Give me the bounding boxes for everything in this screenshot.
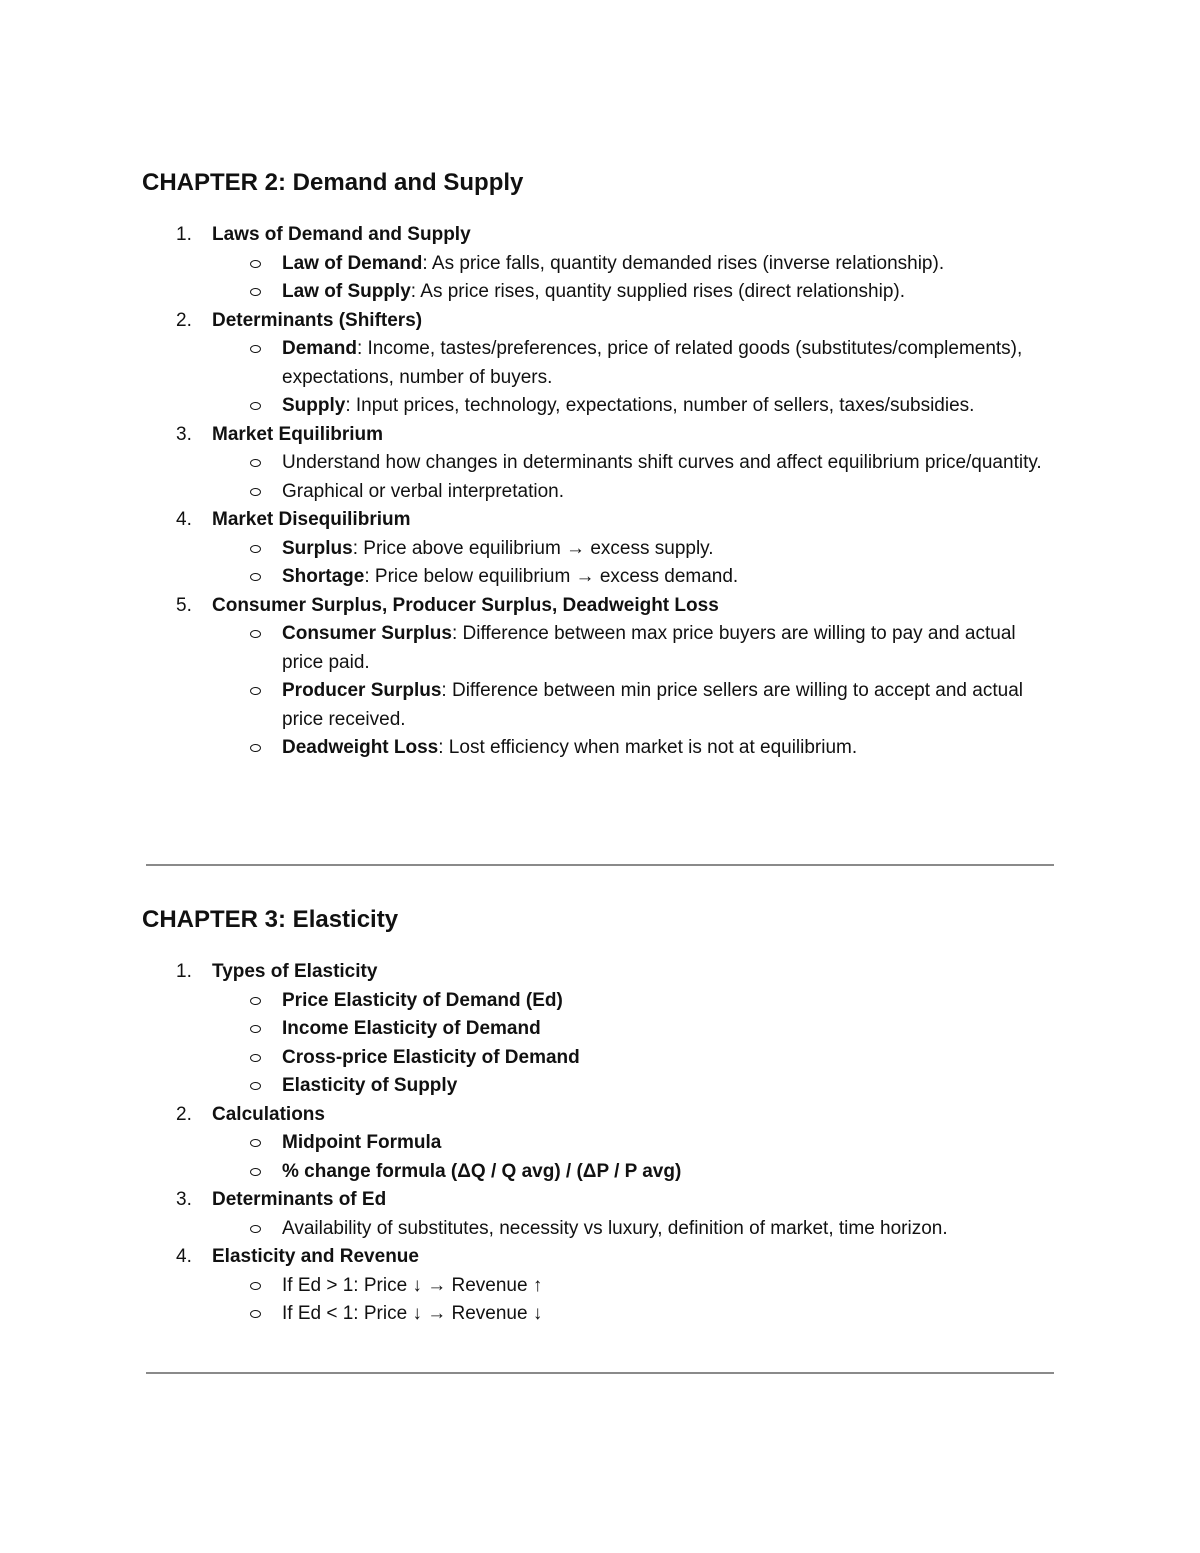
- section-divider: [146, 1372, 1054, 1374]
- point-text: : Lost efficiency when market is not at equilibrium.: [438, 737, 858, 758]
- point-item: [212, 1072, 1062, 1101]
- hollow-circle-bullet-icon: [250, 1025, 261, 1033]
- point-list: [212, 250, 1062, 307]
- topic-list: [142, 958, 1062, 1329]
- section-divider: [146, 864, 1054, 866]
- point-item: [212, 335, 1062, 392]
- topic-number: 3.: [176, 423, 192, 445]
- point-term: Income Elasticity of Demand: [282, 1018, 541, 1039]
- point-list: [212, 987, 1062, 1101]
- point-list: [212, 1215, 1062, 1244]
- point-item: [212, 392, 1062, 421]
- point-term: Elasticity of Supply: [282, 1075, 458, 1096]
- point-term: Deadweight Loss: [282, 737, 439, 758]
- point-term: Supply: [282, 395, 346, 416]
- chapter-title: CHAPTER 3: Elasticity: [142, 906, 399, 933]
- point-item: [212, 535, 1062, 564]
- hollow-circle-bullet-icon: [250, 687, 261, 695]
- topic-label: Consumer Surplus, Producer Surplus, Deadweight Loss: [212, 594, 719, 616]
- point-text: : Price below equilibrium → excess demand.: [364, 566, 739, 587]
- chapter-2: [142, 166, 1062, 763]
- point-text: : Input prices, technology, expectations, number of sellers, taxes/subsidies.: [345, 395, 975, 416]
- topic-label: Calculations: [212, 1103, 325, 1125]
- chapter-title: CHAPTER 2: Demand and Supply: [142, 169, 524, 196]
- hollow-circle-bullet-icon: [250, 402, 261, 410]
- point-item: [212, 620, 1062, 677]
- point-term: Price Elasticity of Demand (Ed): [282, 989, 563, 1011]
- point-term: Shortage: [282, 566, 365, 587]
- point-text: : As price falls, quantity demanded rises (inverse relationship).: [422, 252, 945, 274]
- hollow-circle-bullet-icon: [250, 573, 261, 581]
- hollow-circle-bullet-icon: [250, 1139, 261, 1147]
- hollow-circle-bullet-icon: [250, 630, 261, 638]
- point-text: Understand how changes in determinants shift curves and affect equilibrium price/quantity.: [282, 452, 1042, 473]
- point-item: [212, 278, 1062, 307]
- topic-item: [142, 421, 1062, 507]
- topic-item: [142, 592, 1062, 763]
- hollow-circle-bullet-icon: [250, 1082, 261, 1090]
- hollow-circle-bullet-icon: [250, 997, 261, 1005]
- hollow-circle-bullet-icon: [250, 545, 261, 553]
- topic-item: [142, 1186, 1062, 1243]
- point-item: [212, 449, 1062, 478]
- point-item: [212, 1300, 1062, 1329]
- topic-number: 2.: [176, 1103, 192, 1125]
- point-term: Demand: [282, 338, 357, 359]
- point-item: [212, 1129, 1062, 1158]
- topic-number: 2.: [176, 309, 192, 331]
- point-item: [212, 734, 1062, 763]
- topic-item: [142, 1101, 1062, 1187]
- hollow-circle-bullet-icon: [250, 1310, 261, 1318]
- point-item: [212, 563, 1062, 592]
- point-term: Law of Supply: [282, 281, 411, 302]
- hollow-circle-bullet-icon: [250, 288, 261, 296]
- point-list: [212, 535, 1062, 592]
- point-term: Consumer Surplus: [282, 623, 452, 644]
- topic-label: Determinants (Shifters): [212, 309, 423, 331]
- topic-list: [142, 221, 1062, 763]
- point-item: [212, 1015, 1062, 1044]
- point-text: If Ed > 1: Price ↓ → Revenue ↑: [282, 1274, 543, 1296]
- point-text: If Ed < 1: Price ↓ → Revenue ↓: [282, 1303, 543, 1324]
- point-text: : As price rises, quantity supplied rises (direct relationship).: [410, 281, 905, 302]
- hollow-circle-bullet-icon: [250, 1054, 261, 1062]
- topic-number: 3.: [176, 1189, 192, 1210]
- point-term: Cross-price Elasticity of Demand: [282, 1046, 580, 1068]
- point-text: Graphical or verbal interpretation.: [282, 480, 564, 502]
- hollow-circle-bullet-icon: [250, 345, 261, 353]
- topic-label: Market Equilibrium: [212, 423, 384, 445]
- point-list: [212, 1272, 1062, 1329]
- hollow-circle-bullet-icon: [250, 260, 261, 268]
- point-item: [212, 250, 1062, 279]
- point-item: [212, 987, 1062, 1016]
- topic-item: [142, 221, 1062, 307]
- topic-item: [142, 958, 1062, 1101]
- topic-number: 4.: [176, 509, 192, 530]
- point-item: [212, 478, 1062, 507]
- point-term: % change formula (ΔQ / Q avg) / (ΔP / P avg): [282, 1160, 682, 1182]
- topic-label: Laws of Demand and Supply: [212, 224, 471, 245]
- point-term: Surplus: [282, 537, 353, 559]
- point-text: : Income, tastes/preferences, price of related goods (substitutes/complements), expectations, number of buyers.: [282, 338, 1023, 388]
- topic-number: 4.: [176, 1246, 192, 1267]
- topic-number: 5.: [176, 594, 192, 616]
- hollow-circle-bullet-icon: [250, 1282, 261, 1290]
- topic-label: Determinants of Ed: [212, 1189, 387, 1210]
- point-list: [212, 1129, 1062, 1186]
- hollow-circle-bullet-icon: [250, 744, 261, 752]
- topic-number: 1.: [176, 961, 192, 982]
- point-list: [212, 620, 1062, 763]
- point-item: [212, 1044, 1062, 1073]
- chapter-3: [142, 903, 1062, 1329]
- hollow-circle-bullet-icon: [250, 1168, 261, 1176]
- topic-item: [142, 307, 1062, 421]
- topic-item: [142, 1243, 1062, 1329]
- hollow-circle-bullet-icon: [250, 488, 261, 496]
- point-text: : Difference between max price buyers are willing to pay and actual price paid.: [282, 623, 1016, 673]
- point-term: Law of Demand: [282, 252, 423, 274]
- topic-label: Market Disequilibrium: [212, 509, 411, 530]
- hollow-circle-bullet-icon: [250, 1225, 261, 1233]
- point-item: [212, 1272, 1062, 1301]
- topic-number: 1.: [176, 224, 192, 245]
- point-term: Producer Surplus: [282, 680, 442, 701]
- topic-label: Elasticity and Revenue: [212, 1246, 419, 1267]
- point-item: [212, 677, 1062, 734]
- hollow-circle-bullet-icon: [250, 459, 261, 467]
- topic-label: Types of Elasticity: [212, 961, 378, 982]
- point-item: [212, 1215, 1062, 1244]
- topic-item: [142, 506, 1062, 592]
- point-list: [212, 449, 1062, 506]
- point-text: Availability of substitutes, necessity vs luxury, definition of market, time horizon.: [282, 1217, 948, 1239]
- point-item: [212, 1158, 1062, 1187]
- point-text: : Price above equilibrium → excess supply.: [352, 537, 714, 559]
- point-list: [212, 335, 1062, 421]
- point-text: : Difference between min price sellers are willing to accept and actual price received.: [282, 680, 1023, 730]
- point-term: Midpoint Formula: [282, 1132, 442, 1153]
